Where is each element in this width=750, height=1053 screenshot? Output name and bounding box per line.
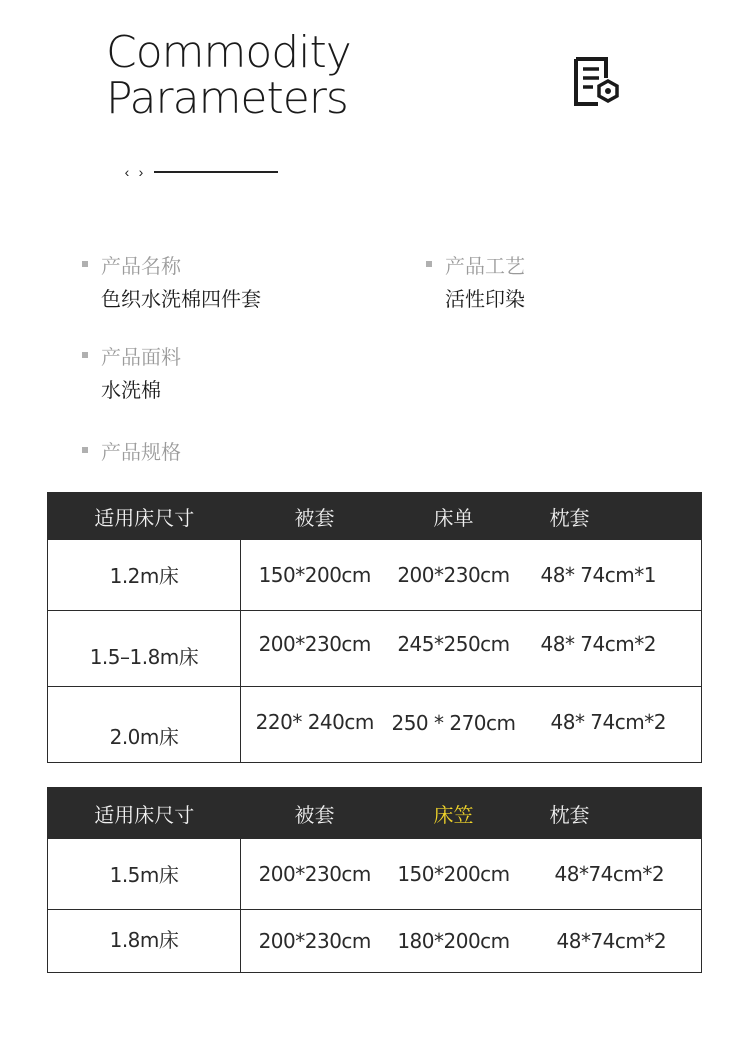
param-value: 水洗棉 [101, 380, 161, 402]
size-table-2 [47, 787, 702, 973]
cell-bed-size: 1.2m床 [48, 540, 241, 610]
title-line-2: Parameters [106, 73, 348, 124]
header-fitted-sheet: 床笠 [389, 787, 519, 839]
cell-pillowcase: 48* 74cm*1 [519, 540, 702, 610]
chevron-right-icon[interactable]: › [138, 164, 144, 180]
cell-bed-size: 1.5m床 [48, 839, 241, 909]
cell-duvet-cover: 220* 240cm [241, 686, 389, 762]
param-value: 活性印染 [445, 289, 525, 311]
header-bed-sheet: 床单 [389, 492, 519, 540]
param-label: 产品工艺 [445, 255, 525, 278]
header-pillowcase: 枕套 [519, 492, 702, 540]
param-product-fabric [82, 342, 181, 400]
table-row [48, 540, 702, 610]
cell-pillowcase: 48*74cm*2 [519, 839, 702, 909]
page-title [106, 27, 351, 124]
cell-pillowcase: 48* 74cm*2 [519, 686, 702, 762]
chevron-left-icon[interactable]: ‹ [124, 164, 130, 180]
table-header-row [48, 787, 702, 839]
cell-pillowcase: 48* 74cm*2 [519, 610, 702, 686]
cell-duvet-cover: 200*230cm [241, 909, 389, 972]
cell-duvet-cover: 200*230cm [241, 610, 389, 686]
table-row [48, 610, 702, 686]
bullet-icon [82, 447, 88, 453]
title-line-1: Commodity [106, 27, 351, 78]
param-label: 产品规格 [101, 441, 181, 464]
cell-bed-sheet: 250 * 270cm [389, 686, 519, 762]
cell-bed-size: 1.8m床 [48, 909, 241, 972]
param-label: 产品面料 [101, 346, 181, 369]
cell-fitted-sheet: 150*200cm [389, 839, 519, 909]
param-label: 产品名称 [101, 255, 181, 278]
header-duvet-cover: 被套 [241, 492, 389, 540]
divider [154, 171, 278, 173]
cell-bed-sheet: 200*230cm [389, 540, 519, 610]
cell-pillowcase: 48*74cm*2 [519, 909, 702, 972]
nav-arrows [120, 164, 278, 180]
bullet-icon [82, 261, 88, 267]
cell-bed-size: 1.5–1.8m床 [48, 610, 241, 686]
document-settings-icon [572, 56, 622, 108]
header-bed-size: 适用床尺寸 [48, 787, 241, 839]
param-product-spec [82, 437, 181, 463]
cell-duvet-cover: 150*200cm [241, 540, 389, 610]
header-duvet-cover: 被套 [241, 787, 389, 839]
param-value: 色织水洗棉四件套 [101, 289, 261, 311]
table-header-row [48, 492, 702, 540]
table-row [48, 686, 702, 762]
size-table-1 [47, 492, 702, 763]
bullet-icon [426, 261, 432, 267]
cell-bed-size: 2.0m床 [48, 686, 241, 762]
cell-fitted-sheet: 180*200cm [389, 909, 519, 972]
param-product-name [82, 251, 261, 309]
header-pillowcase: 枕套 [519, 787, 702, 839]
cell-duvet-cover: 200*230cm [241, 839, 389, 909]
table-row [48, 909, 702, 972]
param-product-craft [426, 251, 525, 309]
bullet-icon [82, 352, 88, 358]
cell-bed-sheet: 245*250cm [389, 610, 519, 686]
header-bed-size: 适用床尺寸 [48, 492, 241, 540]
table-row [48, 839, 702, 909]
